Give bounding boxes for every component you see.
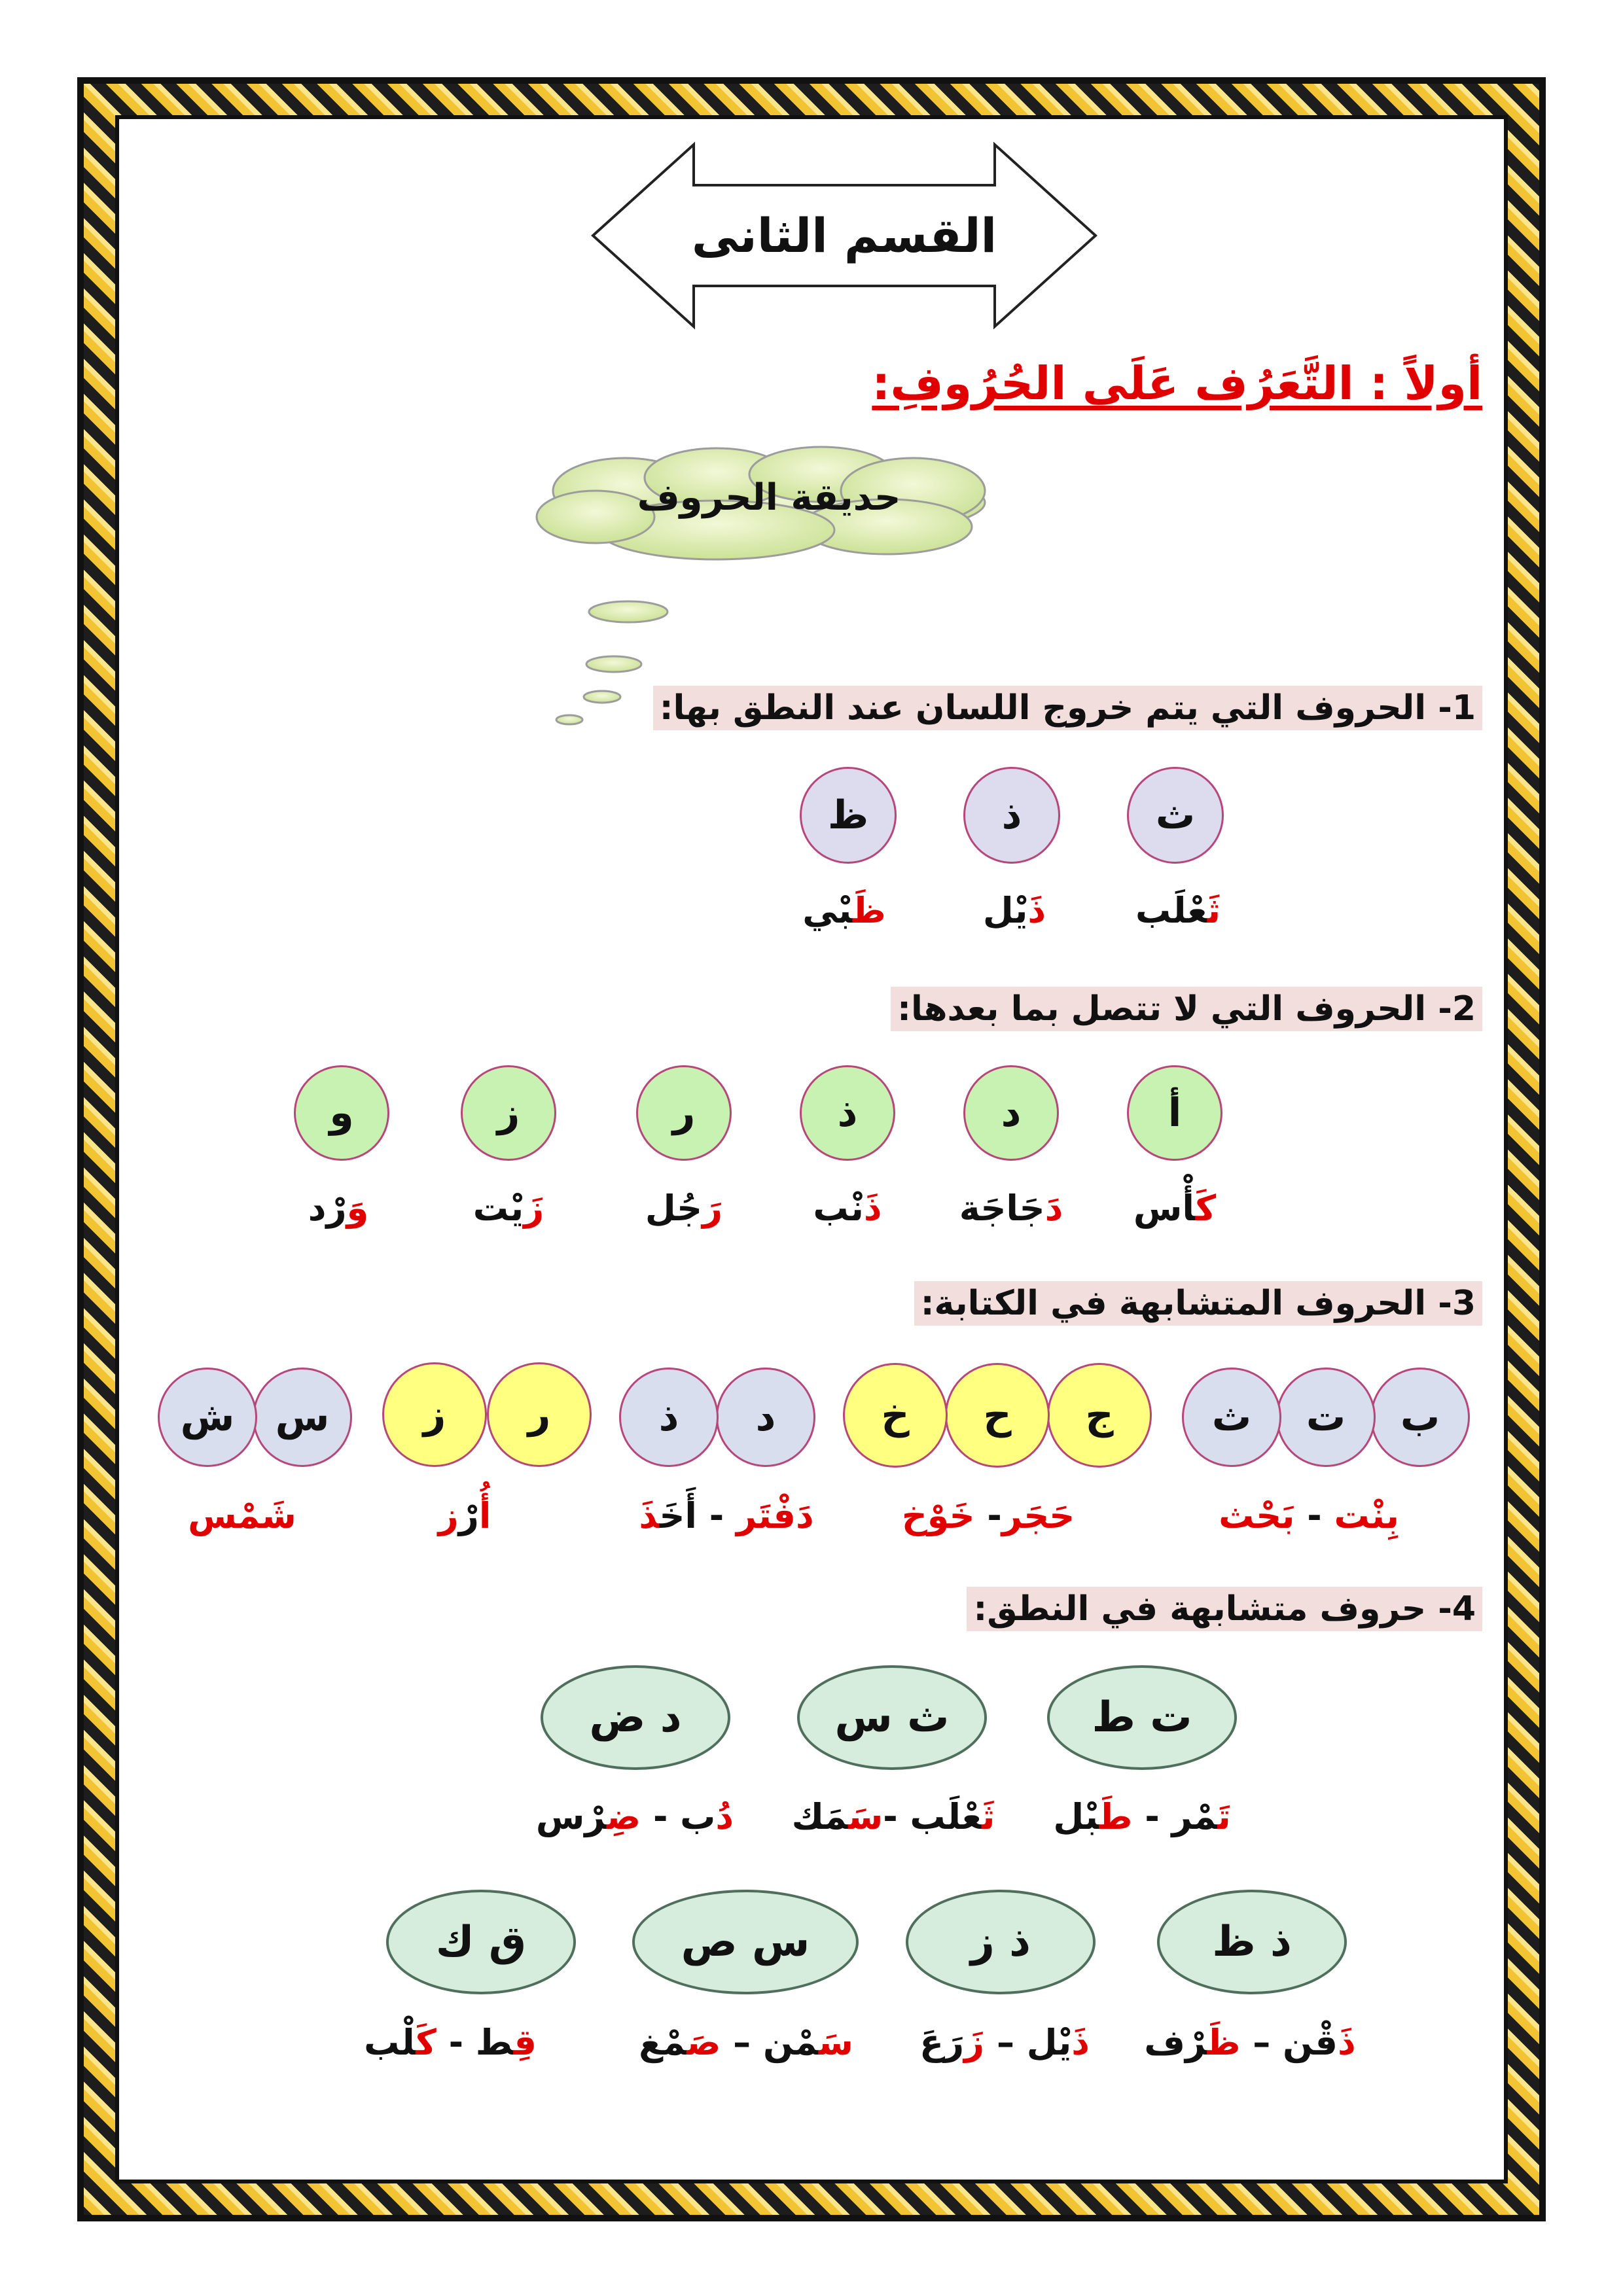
section-number: 1-: [1438, 688, 1476, 728]
letter-pair-ellipse: د ض: [541, 1665, 730, 1770]
example-word: ثَعْلَب: [1135, 890, 1221, 931]
letter-circle: و: [294, 1065, 389, 1161]
letter-pair-ellipse: ذ ز: [906, 1890, 1096, 1994]
section-3-title: [914, 1281, 1482, 1326]
example-word: زَيْت: [473, 1188, 544, 1229]
example-word: دَجَاجَة: [959, 1188, 1063, 1229]
letter-circle: ذ: [963, 767, 1060, 864]
section-4-title: [967, 1587, 1482, 1631]
cloud-label: حديقة الحروف: [637, 476, 901, 519]
example-word: دَفْتَر - أَخَذَ: [639, 1495, 814, 1536]
letter-pair-ellipse: س ص: [632, 1890, 859, 1994]
example-word: ذَيْل – زَرَعَ: [919, 2022, 1090, 2063]
letter-circle: ج: [1047, 1363, 1152, 1468]
example-word: حَجَر- خَوْخ: [901, 1495, 1075, 1536]
letter-circle: ح: [945, 1363, 1050, 1468]
letter-circle: ظ: [800, 767, 897, 864]
letter-circle: ر: [636, 1065, 732, 1161]
example-word: دُب - ضِرْس: [535, 1796, 734, 1837]
page-title: القسم الثانى: [691, 208, 997, 263]
letter-circle: ت: [1276, 1368, 1376, 1467]
example-word: ذَيْل: [982, 890, 1046, 931]
example-word: كَأْس: [1133, 1188, 1217, 1229]
example-word: سَمْن – صَمْغ: [639, 2022, 853, 2063]
letter-pair-ellipse: ث س: [797, 1665, 987, 1770]
letter-circle: ز: [461, 1065, 556, 1161]
section-number: 3-: [1438, 1284, 1476, 1323]
example-word: تَمْر - طَبْل: [1053, 1796, 1231, 1837]
letter-circle: د: [963, 1065, 1059, 1161]
section-number: 2-: [1438, 989, 1476, 1029]
example-word: بِنْت - بَحْث: [1219, 1495, 1399, 1536]
example-word: ظَبْي: [802, 890, 886, 931]
section-label: الحروف المتشابهة في الكتابة:: [920, 1284, 1427, 1323]
example-word: ثَعْلَب -سَمَك: [791, 1796, 995, 1837]
example-word: ذَقْن – ظَرْف: [1144, 2022, 1356, 2063]
letter-circle: د: [716, 1368, 815, 1467]
letter-circle: ذ: [800, 1065, 895, 1161]
example-word: شَمْس: [188, 1495, 296, 1536]
example-word: رَجُل: [645, 1188, 723, 1229]
letter-circle: س: [253, 1368, 352, 1467]
section-label: الحروف التي لا تتصل بما بعدها:: [897, 989, 1427, 1029]
example-word: وَرْد: [308, 1188, 369, 1229]
section-1-title: [653, 686, 1482, 730]
section-label: الحروف التي يتم خروج اللسان عند النطق بها:: [659, 688, 1427, 728]
section-number: 4-: [1438, 1589, 1476, 1629]
letter-circle: ث: [1182, 1368, 1281, 1467]
example-word: قِط - كَلْب: [364, 2022, 537, 2063]
letter-circle: أ: [1127, 1065, 1222, 1161]
letter-circle: خ: [843, 1363, 948, 1468]
section-heading: أولاً : التَّعَرُف عَلَى الحُرُوفِ:: [872, 357, 1482, 410]
letter-circle: ش: [158, 1368, 257, 1467]
letter-circle: ر: [487, 1362, 592, 1467]
letter-circle: ز: [382, 1362, 487, 1467]
letter-pair-ellipse: ق ك: [386, 1890, 576, 1994]
section-2-title: [891, 987, 1482, 1031]
example-word: ذَنْب: [813, 1188, 882, 1229]
letter-circle: ب: [1370, 1368, 1470, 1467]
letter-circle: ذ: [619, 1368, 719, 1467]
letter-pair-ellipse: ت ط: [1047, 1665, 1237, 1770]
letter-pair-ellipse: ذ ظ: [1157, 1890, 1347, 1994]
section-label: حروف متشابهة في النطق:: [973, 1589, 1427, 1629]
example-word: أُرْز: [438, 1495, 491, 1536]
letter-circle: ث: [1127, 767, 1224, 864]
